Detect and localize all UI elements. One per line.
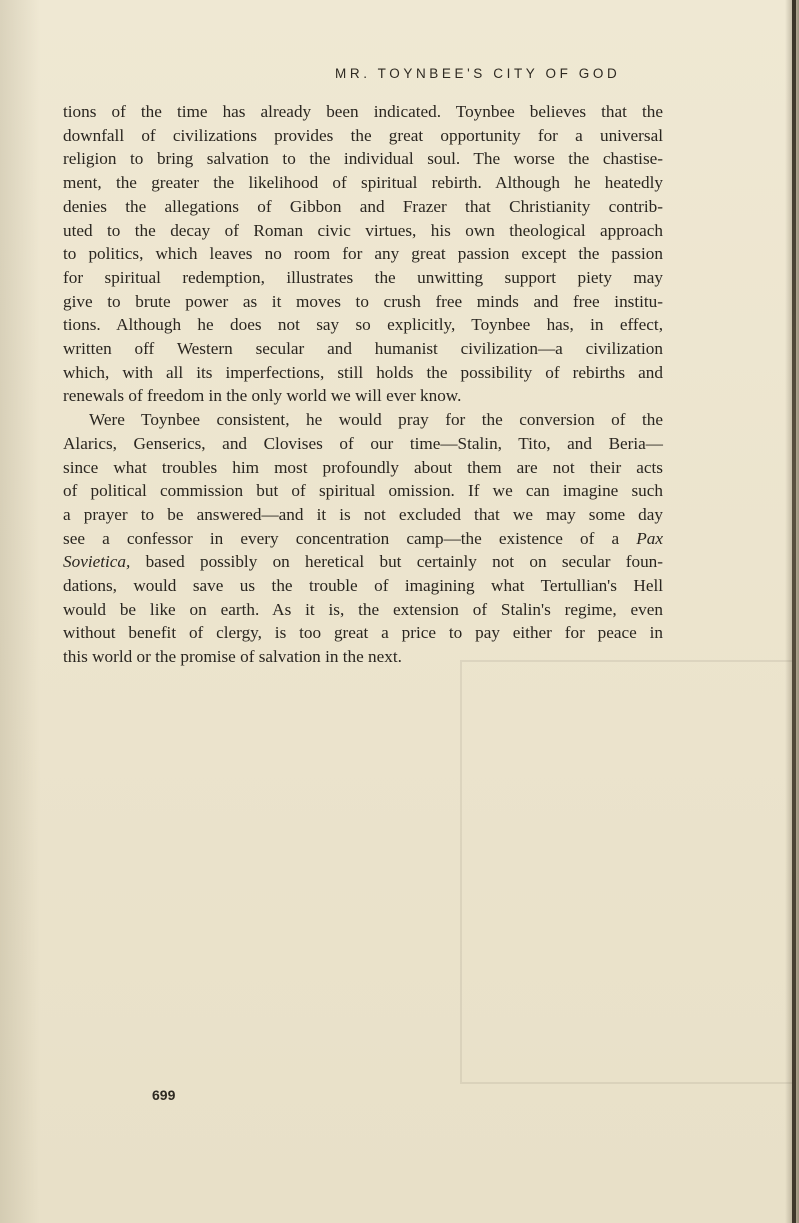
text-line: to politics, which leaves no room for any great passion except the passion <box>63 244 663 264</box>
text-line: ment, the greater the likelihood of spiritual rebirth. Although he heatedly <box>63 173 663 193</box>
text-line: this world or the promise of salvation in the next. <box>63 647 402 667</box>
text-line: a prayer to be answered—and it is not excluded that we may some day <box>63 504 663 524</box>
text-line: renewals of freedom in the only world we will ever know. <box>63 386 462 406</box>
text-line: tions. Although he does not say so explicitly, Toynbee has, in effect, <box>63 315 663 335</box>
text-line: denies the allegations of Gibbon and Frazer that Christianity contrib- <box>63 196 663 216</box>
text-line: uted to the decay of Roman civic virtues, his own theological approach <box>63 220 663 240</box>
text-line: without benefit of clergy, is too great a price to pay either for peace in <box>63 623 663 643</box>
text-line: written off Western secular and humanist civilization—a civilization <box>63 339 663 359</box>
page-edge-shadow <box>792 0 796 1223</box>
text-line: Were Toynbee consistent, he would pray for the conversion of the <box>89 410 663 430</box>
text-line: give to brute power as it moves to crush free minds and free institu- <box>63 291 663 311</box>
text-line: religion to bring salvation to the individual soul. The worse the chastise- <box>63 149 663 169</box>
text-line: for spiritual redemption, illustrates the unwitting support piety may <box>63 267 663 287</box>
text-line: since what troubles him most profoundly about them are not their acts <box>63 457 663 477</box>
body-text <box>63 100 663 669</box>
text-line: would be like on earth. As it is, the extension of Stalin's regime, even <box>63 599 663 619</box>
text-line: Alarics, Genserics, and Clovises of our time—Stalin, Tito, and Beria— <box>63 433 663 453</box>
show-through-ghost <box>460 660 792 1084</box>
text-line: Sovietica, based possibly on heretical but certainly not on secular foun- <box>63 552 663 572</box>
text-line: downfall of civilizations provides the great opportunity for a universal <box>63 125 663 145</box>
paragraph-1 <box>63 100 663 408</box>
running-head: MR. TOYNBEE'S CITY OF GOD <box>335 66 621 81</box>
page-number: 699 <box>152 1087 176 1103</box>
text-line: tions of the time has already been indicated. Toynbee believes that the <box>63 102 663 121</box>
text-line: of political commission but of spiritual omission. If we can imagine such <box>63 481 663 501</box>
paragraph-2 <box>63 408 663 669</box>
text-line: which, with all its imperfections, still holds the possibility of rebirths and <box>63 362 663 382</box>
text-line: dations, would save us the trouble of imagining what Tertullian's Hell <box>63 576 663 596</box>
text-line: see a confessor in every concentration camp—the existence of a Pax <box>63 528 663 548</box>
